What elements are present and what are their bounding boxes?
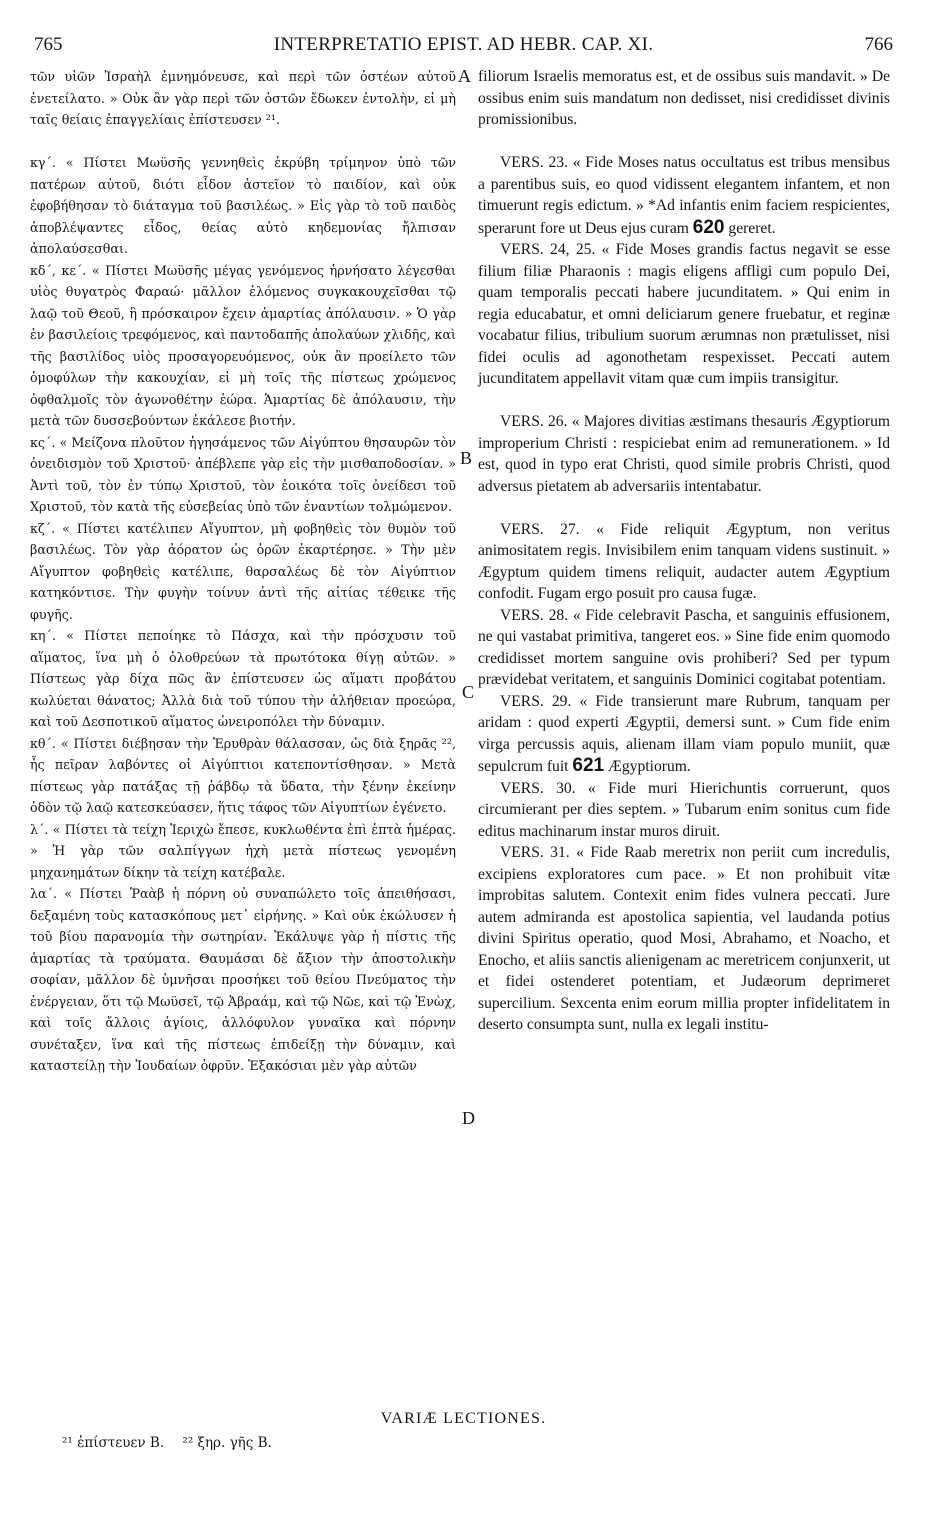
footnote-21: ²¹ ἐπίστευεν B.: [62, 1435, 165, 1451]
margin-marker-d: D: [462, 1108, 475, 1128]
variae-lectiones-heading: VARIÆ LECTIONES.: [380, 1410, 547, 1427]
latin-paragraph: [478, 152, 890, 239]
greek-paragraph: κγ΄. « Πίστει Μωϋσῆς γεννηθεὶς ἐκρύβη τρίμηνον ὑπὸ τῶν πατέρων αὐτοῦ, διότι εἶδον ἀστεῖον τὸ παιδίον, καὶ οὐκ ἐφοβήθησαν τὸ διάταγμα τοῦ βασιλέως. » Εἰς γὰρ τὸ τοῦ παιδὸς ἀποβλέψαντες εἶδος, θείας αὐτὸ κηδεμονίας ἤλπισαν ἀπολαύσεσθαι.: [30, 155, 456, 256]
latin-paragraph: VERS. 26. « Majores divitias æstimans thesauris Ægyptiorum improperium Christi : respiciebat enim ad remunerationem. » Id est, quod in typo erat Christi, quod simile probris Christi, quod adversus pietatem ab adversariis intentabatur.: [478, 413, 890, 495]
latin-text: VERS. 29. « Fide transierunt mare Rubrum, tanquam per aridam : quod experti Ægyptii, demersi sunt. » Cum fide enim virga percussis aquis, alienam illam viam populo muniit, quæ sepulcrum fuit: [478, 692, 890, 775]
greek-paragraph: κς΄. « Μείζονα πλοῦτον ἡγησάμενος τῶν Αἰγύπτου θησαυρῶν τὸν ὀνειδισμὸν τοῦ Χριστοῦ· ἀπέβλεπε γὰρ εἰς τὴν μισθαποδοσίαν. » Ἀντὶ τοῦ, τὸν ἐν τύπῳ Χριστοῦ, τὸν ἐοικότα τοῖς ὀνείδεσι τοῦ Χριστοῦ, τὸν κατὰ τῆς εὐσεβείας ὑπὸ τῶν ἐναντίων τολμώμενον.: [30, 434, 456, 514]
greek-paragraph: κη΄. « Πίστει πεποίηκε τὸ Πάσχα, καὶ τὴν πρόσχυσιν τοῦ αἵματος, ἵνα μὴ ὁ ὀλοθρεύων τὰ πρωτότοκα θίγῃ αὐτῶν. » Πίστεως γὰρ δίχα πῶς ἂν ἐπίστευσεν ὡς αἵματι προβάτου κωλύεται θάνατος; Ἀλλὰ διὰ τοῦ τύπου τὴν ἀλήθειαν προεώρα, καὶ τοῦ Δεσποτικοῦ αἵματος ὠνειροπόλει τὴν δύναμιν.: [30, 628, 456, 729]
margin-marker-a: A: [458, 66, 471, 86]
migne-page-number: 620: [692, 216, 725, 238]
greek-paragraph: τῶν υἱῶν Ἰσραὴλ ἐμνημόνευσε, καὶ περὶ τῶν ὀστέων αὐτοῦ ἐνετείλατο. » Οὐκ ἂν γὰρ περὶ τῶν ὀστῶν ἔδωκεν ἐντολὴν, εἰ μὴ ταῖς θείαις ἐπαγγελίαις ἐπίστευσεν ²¹.: [30, 69, 456, 127]
latin-paragraph: VERS. 27. « Fide reliquit Ægyptum, non veritus animositatem regis. Invisibilem enim tanquam videns sustinuit. » Ægyptum quidem timens reliquit, audacter autem Ægyptium confodit. Fugam ergo posuit pro causa fugæ.: [478, 520, 890, 602]
latin-paragraph: VERS. 30. « Fide muri Hierichuntis corruerunt, quos circumierant per dies septem. » Tubarum enim sonitus cum fide editus machinarum instar muros diruit.: [478, 779, 890, 840]
latin-paragraph: filiorum Israelis memoratus est, et de ossibus suis mandavit. » De ossibus enim suis mandatum non dedisset, nisi credidisset divinis promissionibus.: [478, 68, 890, 128]
latin-paragraph: VERS. 28. « Fide celebravit Pascha, et sanguinis effusionem, ne qui vastabat primitiva, tangeret eos. » Sine fide enim quomodo credidisset mortem sanguine ovis prohiberi? Sed per typum prævidebat veritatem, et sanguinis Dominici cogitabat potentiam.: [478, 606, 890, 688]
margin-marker-b: B: [460, 448, 473, 468]
running-title: INTERPRETATIO EPIST. AD HEBR. CAP. XI.: [273, 34, 654, 55]
greek-column: [30, 66, 456, 1077]
page-number-right: 766: [864, 34, 893, 55]
page-number-left: 765: [34, 34, 63, 55]
latin-text: gereret.: [728, 219, 776, 237]
latin-text: VERS. 23. « Fide Moses natus occultatus est tribus mensibus a parentibus suis, eo quod vidissent elegantem infantem, et non timuerunt regis edictum. » *Ad infantis enim faciem respicientes, sperarunt fore ut Deus ejus curam: [478, 154, 890, 237]
latin-column: [478, 66, 890, 1036]
footnotes: [62, 1435, 286, 1451]
latin-paragraph: [478, 691, 890, 778]
footnote-22: ²² ξηρ. γῆς B.: [182, 1435, 272, 1451]
greek-paragraph: κδ΄, κε΄. « Πίστει Μωϋσῆς μέγας γενόμενος ἠρνήσατο λέγεσθαι υἱὸς θυγατρὸς Φαραώ· μᾶλλον ἑλόμενος συγκακουχεῖσθαι τῷ λαῷ τοῦ Θεοῦ, ἢ πρόσκαιρον ἔχειν ἁμαρτίας ἀπόλαυσιν. » Ὁ γὰρ ἐν βασιλείοις τρεφόμενος, καὶ παντοδαπῆς ἀπολαύων χλιδῆς, καὶ τῆς βασιλίδος υἱὸς προσαγορευόμενος, οὐκ ἂν προείλετο τῶν ὁμοφύλων τὴν κακουχίαν, εἰ μὴ τοῖς τῆς πίστεως χρώμενος ὀφθαλμοῖς τὸν ἀγωνοθέτην ἑώρα. Ἁμαρτίας δὲ ἀπόλαυσιν, τὴν μετὰ τῶν δυσσεβούντων ἐκάλεσε βιοτήν.: [30, 262, 456, 428]
migne-page-number: 621: [572, 755, 605, 776]
running-header: [30, 34, 897, 60]
greek-paragraph: λα΄. « Πίστει Ῥαὰβ ἡ πόρνη οὐ συναπώλετο τοῖς ἀπειθήσασι, δεξαμένη τοὺς κατασκόπους μετ᾽ εἰρήνης. » Καὶ οὐκ ἐκώλυσεν ἡ τοῦ βίου παρανομία τὴν σωτηρίαν. Ἐκάλυψε γὰρ ἡ πίστις τῆς ἁμαρτίας τὰ τραύματα. Θαυμάσαι δὲ ἄξιον τὴν ἀποστολικὴν σοφίαν, μᾶλλον δὲ ὑμνῆσαι προσήκει τοῦ θείου Πνεύματος τὴν ἐνέργειαν, ὅτι τῷ Μωϋσεῖ, τῷ Ἀβραάμ, καὶ τῷ Νῶε, καὶ τῷ Ἐνὼχ, καὶ τοῖς ἄλλοις ἁγίοις, ἀλλόφυλον γυναῖκα καὶ πόρνην συνέταξεν, ἵνα καὶ τῆς πίστεως ἐπιδείξῃ τὴν δύναμιν, καὶ καταστείλῃ τὴν Ἰουδαίων ὀφρῦν. Ἑξακόσιαι μὲν γὰρ αὐτῶν: [30, 886, 456, 1073]
latin-paragraph: VERS. 31. « Fide Raab meretrix non periit cum incredulis, excipiens exploratores cum pace. » Et non prohibuit vitæ improbitas salutem. Contexit enim fides vulnera peccati. Jure autem admiranda est apostolica sapientia, vel laudanda potius divini Spiritus operatio, quod Mosi, Abrahamo, et Noacho, et Enocho, et aliis sanctis alienigenam ac meretricem conjunxerit, ut et fidei ostenderet potentiam, et Judæorum deprimeret supercilium. Sexcenta enim eorum millia propter infidelitatem in deserto consumpta sunt, nulla ex legali institu-: [478, 844, 890, 1033]
greek-paragraph: λ΄. « Πίστει τὰ τείχη Ἱεριχὼ ἔπεσε, κυκλωθέντα ἐπὶ ἑπτὰ ἡμέρας. » Ἡ γὰρ τῶν σαλπίγγων ἠχὴ μετὰ πίστεως γενομένη μηχανημάτων δίκην τὰ τείχη κατέβαλε.: [30, 821, 456, 880]
latin-text: Ægyptiorum.: [608, 758, 691, 775]
margin-marker-c: C: [462, 682, 475, 702]
greek-paragraph: κθ΄. « Πίστει διέβησαν τὴν Ἐρυθρὰν θάλασσαν, ὡς διὰ ξηρᾶς ²², ἧς πεῖραν λαβόντες οἱ Αἰγύπτιοι κατεποντίσθησαν. » Μετὰ πίστεως γὰρ πατάξας τῇ ῥάβδῳ τὰ ὕδατα, τὴν ξένην ἐκείνην ὁδὸν τῷ λαῷ κατεσκεύασεν, ἥτις τάφος τῶν Αἰγυπτίων ἐγένετο.: [30, 735, 456, 815]
greek-paragraph: κζ΄. « Πίστει κατέλιπεν Αἴγυπτον, μὴ φοβηθεὶς τὸν θυμὸν τοῦ βασιλέως. Τὸν γὰρ ἀόρατον ὡς ὁρῶν ἐκαρτέρησε. » Τὴν μὲν Αἴγυπτον φοβηθεὶς κατέλιπε, θαρσαλέως δὲ τὸν Αἰγύπτιον κατηκόντισε. Τὴν φυγὴν τοίνυν ἀντὶ τῆς αἰτίας τέθεικε τῆς φυγῆς.: [30, 520, 456, 622]
latin-paragraph: VERS. 24, 25. « Fide Moses grandis factus negavit se esse filium filiæ Pharaonis : magis eligens affligi cum populo Dei, quam temporalis peccati habere jucunditatem. » Qui enim in regia educabatur, et omni deliciarum genere fruebatur, et reginæ vocabatur filius, tribulium suorum ærumnas non prætulisset, nisi fidei oculis ad agonothetam respexisset. Peccati autem jucunditatem appellavit vitam quæ cum impiis transigitur.: [478, 241, 890, 387]
